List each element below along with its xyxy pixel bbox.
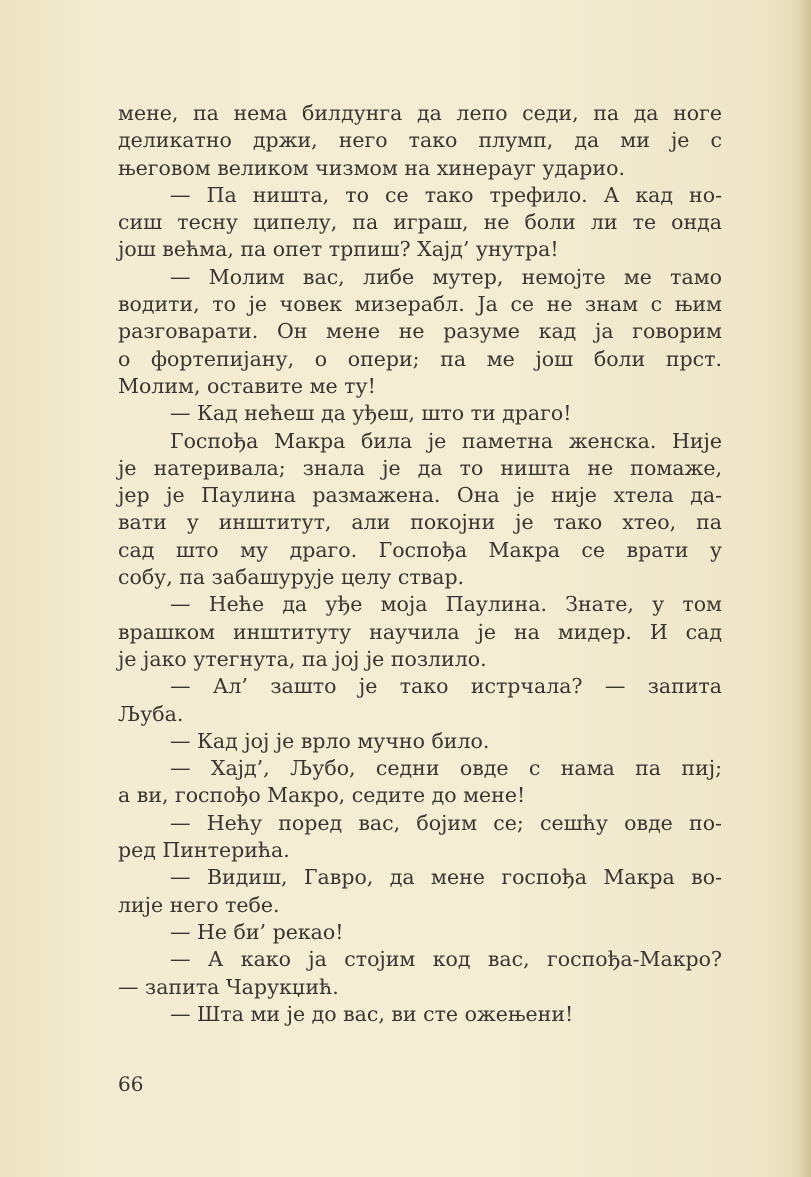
text-line: вати у инштитут, али покојни је тако хтео, па [118, 510, 722, 535]
text-line: Љуба. [118, 701, 184, 726]
text-line: — Неће да уђе моја Паулина. Знате, у том [170, 592, 722, 617]
text-line: — запита Чарукџић. [118, 974, 339, 999]
text-line: о фортепијану, о опери; па ме још боли прст. [118, 346, 722, 371]
text-line: сиш тесну ципелу, па играш, не боли ли те онда [118, 210, 722, 235]
text-line: разговарати. Он мене не разуме кад ја говорим [118, 319, 722, 344]
text-line: мене, па нема билдунга да лепо седи, па да ноге [118, 101, 722, 125]
text-line: — Па ништа, то се тако трефило. А кад но- [170, 182, 722, 207]
text-line: — Кад нећеш да уђеш, што ти драго! [170, 401, 572, 426]
page-number: 66 [118, 1072, 144, 1096]
text-line: — Ал’ зашто је тако истрчала? — запита [170, 674, 722, 699]
text-line: — Хајд’, Љубо, седни овде с нама па пиј; [170, 756, 722, 781]
text-line: ред Пинтерића. [118, 838, 290, 863]
text-line: је јако утегнута, па јој је позлило. [118, 646, 487, 671]
body-text [118, 100, 722, 1028]
text-line: — Молим вас, либе мутер, немојте ме тамо [170, 264, 722, 289]
page-edge [797, 0, 811, 1177]
text-line: врашком инштитуту научила је на мидер. И сад [118, 619, 722, 644]
text-line: — Шта ми је до вас, ви сте ожењени! [170, 1001, 574, 1026]
text-line: његовом великом чизмом на хинерауг ударио. [118, 155, 625, 180]
text-line: Молим, оставите ме ту! [118, 373, 376, 398]
text-line: Госпођа Макра била је паметна женска. Није [170, 428, 722, 453]
text-line: собу, па забашурује целу ствар. [118, 565, 465, 590]
text-line: а ви, госпођо Макро, седите до мене! [118, 783, 526, 808]
text-line: деликатно држи, него тако плумп, да ми је с [118, 128, 722, 153]
text-line: лије него тебе. [118, 892, 280, 917]
text-line: — Не би’ рекао! [170, 919, 344, 944]
text-line: још већма, па опет трпиш? Хајд’ унутра! [118, 237, 559, 262]
text-line: — А како ја стојим код вас, госпођа-Макро? [170, 947, 722, 972]
text-line: водити, то је човек мизерабл. Ја се не знам с њим [118, 292, 722, 317]
text-line: сад што му драго. Госпођа Макра се врати у [118, 537, 722, 562]
text-line: — Видиш, Гавро, да мене госпођа Макра во- [170, 865, 722, 890]
text-line: је натеривала; знала је да то ништа не помаже, [118, 455, 722, 480]
text-line: јер је Паулина размажена. Она је није хтела да- [118, 483, 722, 508]
text-line: — Кад јој је врло мучно било. [170, 728, 490, 753]
text-line: — Нећу поред вас, бојим се; сешћу овде по- [170, 810, 722, 835]
